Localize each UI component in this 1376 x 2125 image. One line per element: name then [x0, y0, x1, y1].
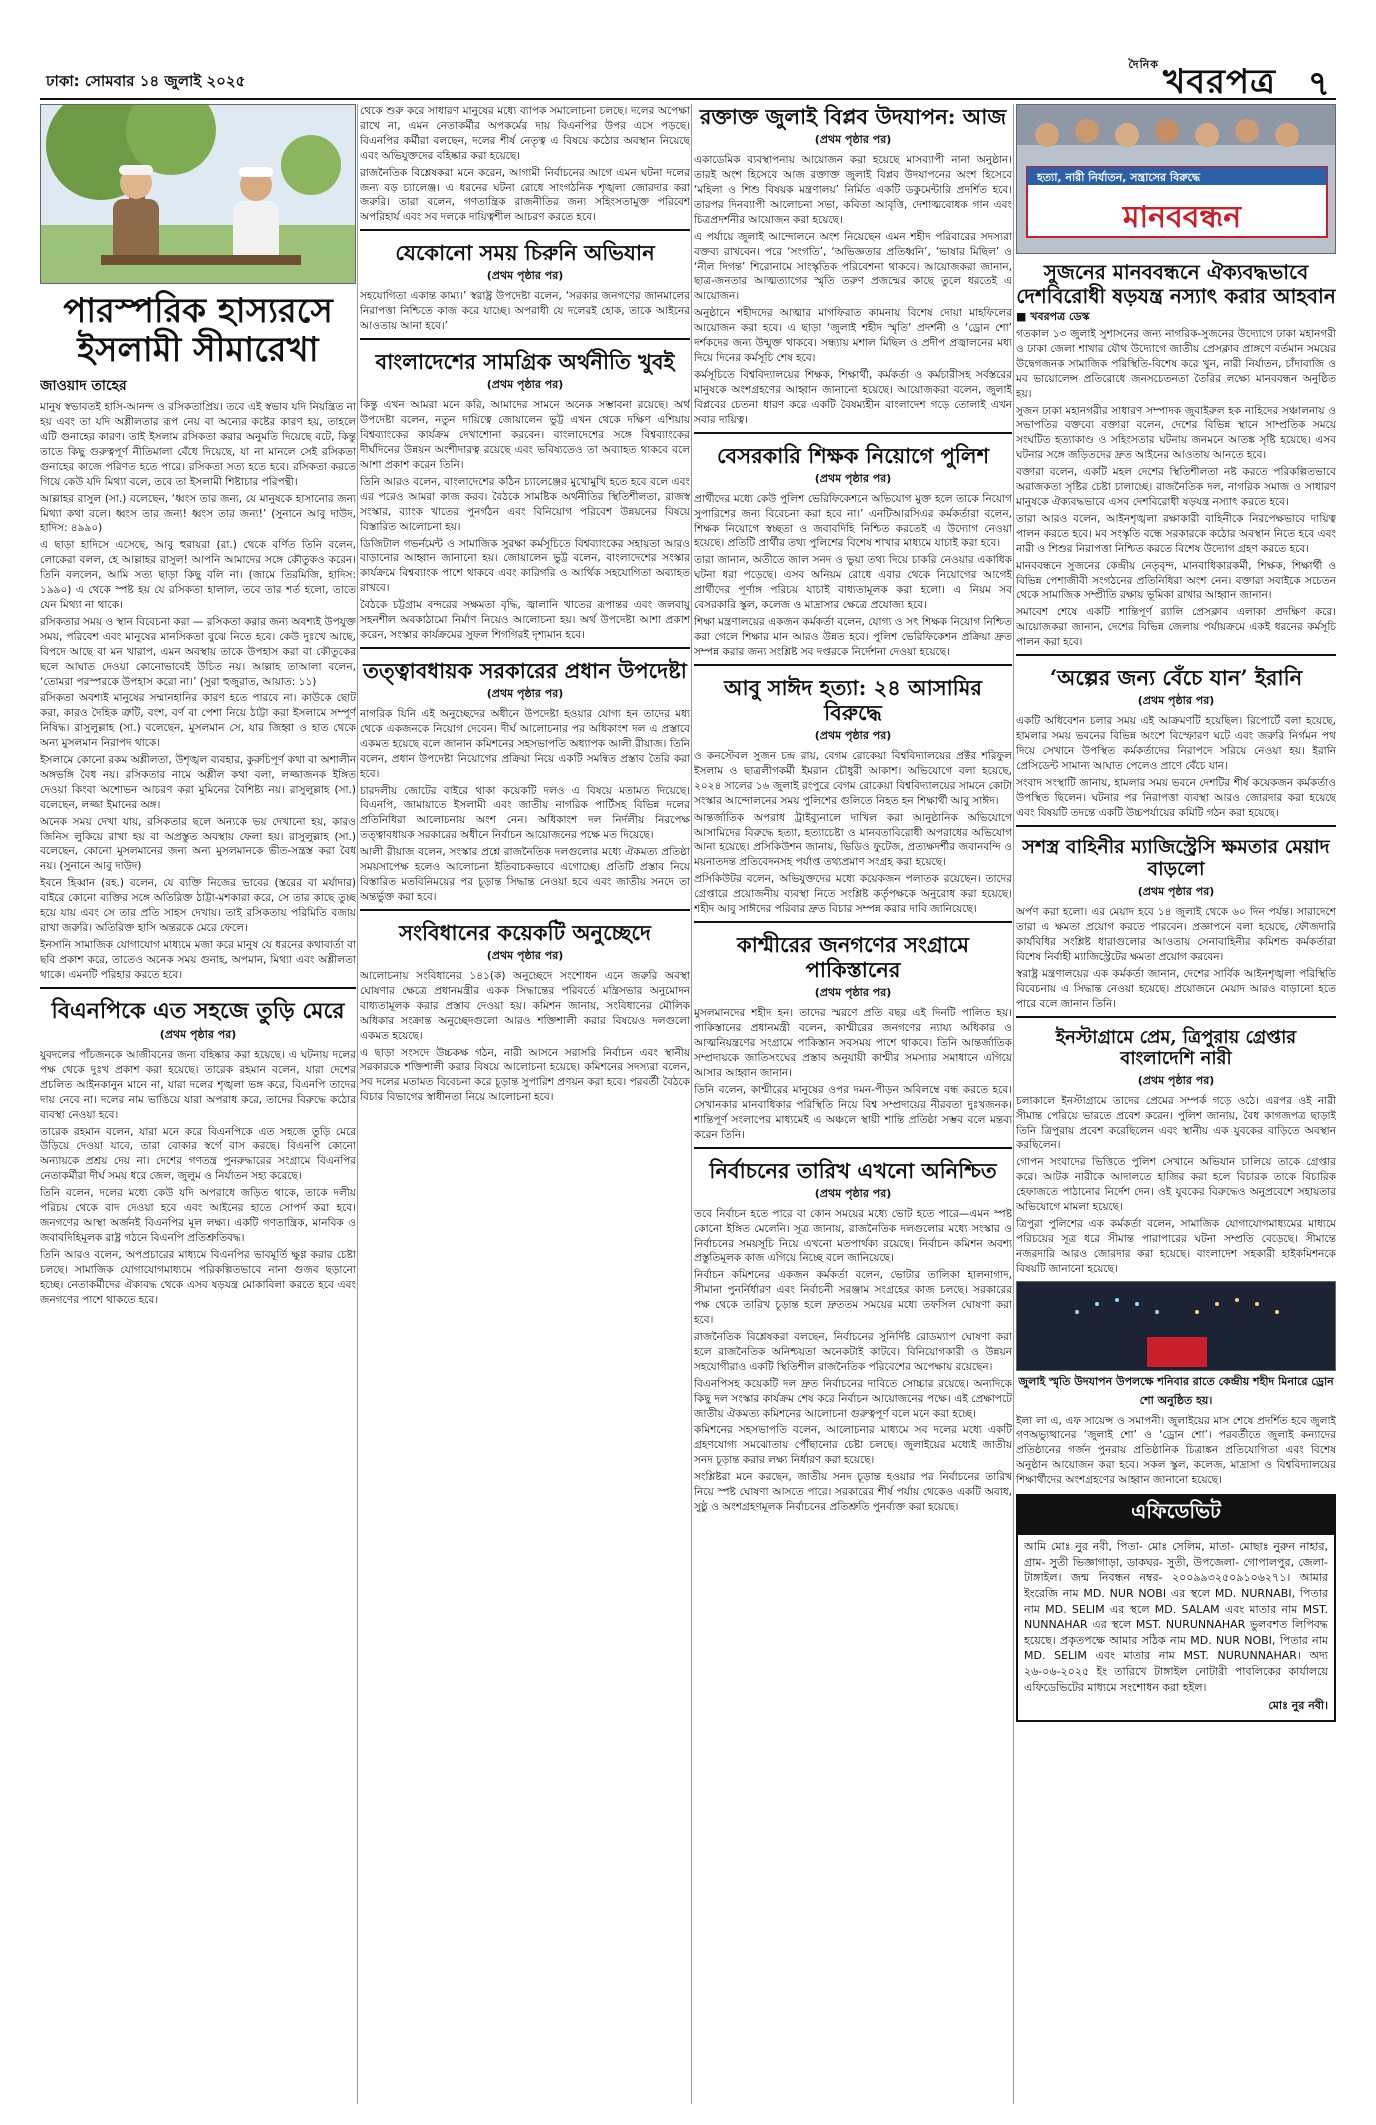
body-paragraph: ইসলামে কোনো রকম অশ্লীলতা, উশৃঙ্খল ব্যবহার, কুরুচিপূর্ণ কথা বা অশালীন অঙ্গভঙ্গি বৈধ নয়। রসিকতার নামে অশ্লীল কথা বলা, লজ্জাজনক ইঙ্গিত দেওয়া কিংবা অশোভন আচরণ করা মুমিনের বৈশিষ্ট্য নয়। রাসুলুল্লাহ (সা.) বলেছেন, লজ্জা ইমানের অঙ্গ।: [40, 754, 356, 811]
body-paragraph: মুসলমানদের শহীদ হন। তাদের স্মরণে প্রতি বছর এই দিনটি পালিত হয়। পাকিস্তানের প্রধানমন্ত্রী বলেন, কাশ্মীরের জনগণের ন্যায্য অধিকার ও আত্মনিয়ন্ত্রণের সংগ্রামে পাকিস্তান সবসময় পাশে থাকবে। তিনি আন্তর্জাতিক সম্প্রদায়কে জাতিসংঘের প্রস্তাব অনুযায়ী কাশ্মীর সমস্যার সমাধানে এগিয়ে আসার আহ্বান জানান।: [694, 1007, 1012, 1079]
continued-label: (প্রথম পৃষ্ঠার পর): [1137, 1073, 1215, 1087]
article-kashmir: [694, 921, 1012, 1143]
drone-show-photo: [1016, 1281, 1336, 1371]
body-paragraph: অর্পণ করা হলো। এর মেয়াদ হবে ১৪ জুলাই থেকে ৬০ দিন পর্যন্ত। সারাদেশে তারা এ ক্ষমতা প্রয়োগ করতে পারবেন। প্রজ্ঞাপনে বলা হয়েছে, ফৌজদারি কার্যবিধির সংশ্লিষ্ট ধারাগুলোর আওতায় সেনাবাহিনীর কমিশন্ড কর্মকর্তারা বিশেষ নির্বাহী ম্যাজিস্ট্রেটের ক্ষমতা প্রয়োগ করবেন।: [1016, 906, 1336, 963]
body-paragraph: ইলা লা এ, এফ সায়েন্স ও সমাপনী। জুলাইয়ের মাস শেষে প্রদর্শিত হবে জুলাই গণঅভ্যুত্থানের ‘জুলাই শো’ ও ‘ড্রোন শো’। পরবর্তীতে জুলাই কন্যাদের প্রতিষ্ঠানের গর্জন পুনরায় প্রতিষ্ঠানিক চিত্রাঙ্কন প্রতিযোগিতা এবং বিশেষ অনুষ্ঠান আয়োজন করা হবে। সকল স্কুল, কলেজ, মাদ্রাসা ও বিশ্ববিদ্যালয়ের শিক্ষার্থীদের অংশগ্রহণের আহ্বান জানানো হয়েছে।: [1016, 1414, 1336, 1487]
body-paragraph: তিনি বলেন, কাশ্মীরের মানুষের ওপর দমন-পীড়ন অবিলম্বে বন্ধ করতে হবে। সেখানকার মানবাধিকার পরিস্থিতি নিয়ে বিশ্ব সম্প্রদায়ের নীরবতা দুঃখজনক। শান্তিপূর্ণ সংলাপের মাধ্যমেই এ অঞ্চলে স্থায়ী শান্তি প্রতিষ্ঠা সম্ভব বলে মন্তব্য করেন তিনি।: [694, 1083, 1012, 1141]
article-iranian: [1016, 654, 1336, 821]
article-teacher-recruitment: [694, 432, 1012, 660]
article-abu-sayeed: [694, 664, 1012, 917]
article-sujan-human-chain: [1016, 260, 1336, 650]
body-paragraph: তারা আরও বলেন, আইনশৃঙ্খলা রক্ষাকারী বাহিনীকে নিরপেক্ষভাবে দায়িত্ব পালন করতে হবে। মব সংস্কৃতি বন্ধে সরকারকে কঠোর অবস্থান নিতে হবে এবং নারী ও শিশুর নিরাপত্তা নিশ্চিত করতে বিশেষ উদ্যোগ গ্রহণ করতে হবে।: [1016, 512, 1336, 555]
body-paragraph: গোপন সংবাদের ভিত্তিতে পুলিশ সেখানে অভিযান চালিয়ে তাকে গ্রেপ্তার করে। আটক নারীকে আদালতে হাজির করা হলে বিচারক তাকে বিচারিক হেফাজতে পাঠানোর নির্দেশ দেন। ওই যুবকের বিরুদ্ধেও অনুপ্রবেশে সহায়তার অভিযোগে মামলা হয়েছে।: [1016, 1156, 1336, 1214]
column-divider: [357, 104, 358, 2104]
article-headline: বাংলাদেশের সামগ্রিক অর্থনীতি খুবই: [375, 349, 675, 375]
brand-prefix: দৈনিক: [1128, 58, 1159, 71]
body-paragraph: গতকাল ১৩ জুলাই সুশাসনের জন্য নাগরিক-সুজনের উদ্যোগে ঢাকা মহানগরী ও ঢাকা জেলা শাখার যৌথ উদ্যোগে জাতীয় প্রেসক্লাব প্রাঙ্গণে বর্তমান সময়ের উদ্বেগজনক সামাজিক পরিস্থিতি-বিশেষ করে খুন, নারী নির্যাতন, চাঁদাবাজি ও মব ভায়োলেন্স প্রতিরোধে জনসচেতনতা তৈরির লক্ষ্যে মানববন্ধন অনুষ্ঠিত হয়।: [1016, 328, 1336, 400]
article-bnp: [40, 987, 356, 1308]
affidavit-text: আমি মোঃ নুর নবী, পিতা- মোঃ সেলিম, মাতা- মোছাঃ নুরুন নাহার, গ্রাম- সুতী ভিজ্ঞাগাড়া, ডাকঘর- সুতী, উপজেলা- গোপালপুর, জেলা- টাঙ্গাইল। জন্ম নিবন্ধন নম্বর- ২০০৯৯৩২৫০৯১০৬২৭১। আমার ইংরেজি নাম MD. NUR NOBI এর স্থলে MD. NURNABI, পিতার নাম MD. SELIM এর স্থলে MD. SALAM এবং মাতার নাম MST. NUNNAHAR এর স্থলে MST. NURUNNAHAR ভুলবশত লিপিবদ্ধ হয়েছে। প্রকৃতপক্ষে আমার সঠিক নাম MD. NUR NOBI, পিতার নাম MD. SELIM এবং মাতার নাম MST. NURUNNAHAR। অদ্য ২৬-০৬-২০২৫ ইং তারিখে টাঙ্গাইল নোটারী পাবলিকের কার্যালয়ে এফিডেভিটের মাধ্যমে সংশোধন করা হইল।: [1024, 1540, 1328, 1694]
body-paragraph: ইবনে হিব্বান (রহ.) বলেন, যে ব্যক্তি নিজের ভাবের (স্তরের বা মর্যাদার) বাইরে কোনো ব্যক্তির সঙ্গে অতিরিক্ত ঠাট্টা-মশকারা করে, সে তার কাছে তুচ্ছ হয়ে যায় এবং সে তার প্রতি সাহস দেখায়। তাই রসিকতায় পরিমিতি বজায় রাখা জরুরি। অতিরিক্ত হাসি অন্তরকে মেরে ফেলে।: [40, 877, 356, 934]
body-paragraph: স্বরাষ্ট্র মন্ত্রণালয়ের এক কর্মকর্তা জানান, দেশের সার্বিক আইনশৃঙ্খলা পরিস্থিতি বিবেচনায় এ সিদ্ধান্ত নেওয়া হয়েছে। প্রয়োজনে মেয়াদ আরও বাড়ানো হতে পারে বলে জানান তিনি।: [1016, 967, 1336, 1010]
body-paragraph: অনেক সময় দেখা যায়, রসিকতার ছলে অন্যকে ভয় দেখানো হয়, কারও জিনিস লুকিয়ে রাখা হয় বা অপ্রস্তুত অবস্থায় ফেলা হয়। রাসুলুল্লাহ (সা.) বলেছেন, কোনো মুসলমানের জন্য অন্য মুসলমানকে ভীত-সন্ত্রস্ত করা বৈধ নয়। (সুনানে আবু দাউদ): [40, 815, 356, 873]
body-paragraph: বৈঠকে চট্টগ্রাম বন্দরের সক্ষমতা বৃদ্ধি, জ্বালানি খাতের রূপান্তর এবং জলবায়ু সহনশীল অবকাঠামো নির্মাণ নিয়েও আলোচনা হয়। অর্থ উপদেষ্টা আশা প্রকাশ করেন, সংস্কার কার্যক্রমের সুফল শিগগিরই দৃশ্যমান হবে।: [360, 599, 690, 641]
human-chain-photo: [1016, 104, 1336, 254]
body-paragraph: সংবাদ সংস্থাটি জানায়, হামলার সময় ভবনে দেশটির শীর্ষ কয়েকজন কর্মকর্তাও উপস্থিত ছিলেন। ঘটনার পর নিরাপত্তা ব্যবস্থা আরও জোরদার করা হয়েছে এবং বিষয়টি তদন্তে একটি উচ্চপর্যায়ের কমিটি গঠন করা হয়েছে।: [1016, 776, 1336, 819]
body-paragraph: নির্বাচন কমিশনের একজন কর্মকর্তা বলেন, ভোটার তালিকা হালনাগাদ, সীমানা পুনর্নির্ধারণ এবং নির্বাচনী সরঞ্জাম সংগ্রহের কাজ চলছে। সরকারের পক্ষ থেকে তারিখ চূড়ান্ত হলে দ্রুততম সময়ের মধ্যে তফসিল ঘোষণা করা হবে।: [694, 1269, 1012, 1327]
article-headline: তত্ত্বাবধায়ক সরকারের প্রধান উপদেষ্টা: [363, 657, 687, 683]
dateline: ঢাকা: সোমবার ১৪ জুলাই ২০২৫: [46, 72, 246, 90]
article-headline: সংবিধানের কয়েকটি অনুচ্ছেদে: [399, 919, 651, 945]
continued-label: (প্রথম পৃষ্ঠার পর): [814, 133, 892, 147]
column-4: [1016, 104, 1336, 2104]
body-paragraph: সহযোগিতা একান্ত কাম্য।’ স্বরাষ্ট্র উপদেষ্টা বলেন, ‘সরকার জনগণের জানমালের নিরাপত্তা নিশ্চিতে কাজ করে যাচ্ছে। অপরাধী যে দলেরই হোক, তাকে আইনের আওতায় আনা হবে।’: [360, 290, 690, 333]
body-paragraph: বিএনপিসহ কয়েকটি দল দ্রুত নির্বাচনের দাবিতে সোচ্চার রয়েছে। অন্যদিকে কিছু দল সংস্কার কার্যক্রম শেষ করে নির্বাচন আয়োজনের পক্ষে। এই প্রেক্ষাপটে জাতীয় ঐকমত্য কমিশনের আলোচনা গুরুত্বপূর্ণ বলে মনে করা হচ্ছে।: [694, 1377, 1012, 1420]
article-headline: আবু সাঈদ হত্যা: ২৪ আসামির বিরুদ্ধে: [724, 674, 982, 725]
article-headline: সুজনের মানববন্ধনে ঐক্যবদ্ধভাবে দেশবিরোধী ষড়যন্ত্র নস্যাৎ করার আহবান: [1016, 260, 1336, 308]
body-paragraph: তারা জানান, অতীতে জাল সনদ ও ভুয়া তথ্য দিয়ে চাকরি নেওয়ার একাধিক ঘটনা ধরা পড়েছে। এসব অনিয়ম রোধে এবার থেকে নিয়োগের আগেই প্রার্থীদের পূর্ণাঙ্গ পরিচয় যাচাই বাধ্যতামূলক করা হলো। এ নিয়ম সব বেসরকারি স্কুল, কলেজ ও মাদ্রাসার ক্ষেত্রে প্রযোজ্য হবে।: [694, 554, 1012, 612]
article-headline: রক্তাক্ত জুলাই বিপ্লব উদযাপন: আজ: [699, 104, 1007, 129]
body-paragraph: তিনি আরও বলেন, বাংলাদেশের কঠিন চ্যালেঞ্জের মুখোমুখি হতে হবে বলে এবং এর পরেও আমরা কাজ করব। বৈঠকে সামষ্টিক অর্থনীতির স্থিতিশীলতা, রাজস্ব সংস্কার, ব্যাংক খাতের পুনর্গঠন এবং বিনিয়োগ পরিবেশ উন্নয়নের বিষয়ে বিস্তারিত আলোচনা হয়।: [360, 475, 690, 533]
body-paragraph: শিক্ষা মন্ত্রণালয়ের একজন কর্মকর্তা বলেন, যোগ্য ও সৎ শিক্ষক নিয়োগ নিশ্চিত করা গেলে শিক্ষার মান আরও উন্নত হবে। পুলিশ ভেরিফিকেশন প্রক্রিয়া দ্রুত সম্পন্ন করার জন্য সংশ্লিষ্ট সব দপ্তরকে নির্দেশনা দেওয়া হয়েছে।: [694, 615, 1012, 658]
body-paragraph: যুবদলের পাঁচজনকে আজীবনের জন্য বহিষ্কার করা হয়েছে। এ ঘটনায় দলের পক্ষ থেকে দুঃখ প্রকাশ করা হয়েছে। তারেক রহমান বলেন, যারা দেশের প্রচলিত আইনকানুন মানে না, যারা দলের শৃঙ্খলা ভঙ্গ করে, বিএনপি তাদের দায় নেবে না। দলের নাম ভাঙিয়ে যারা অপরাধ করে, তাদের বিরুদ্ধে কঠোর ব্যবস্থা নেওয়া হবে।: [40, 1049, 356, 1121]
body-paragraph: চলাকালে ইনস্টাগ্রামে তাদের প্রেমের সম্পর্ক গড়ে ওঠে। এরপর ওই নারী সীমান্ত পেরিয়ে ভারতে প্রবেশ করেন। পুলিশ জানায়, বৈধ কাগজপত্র ছাড়াই তিনি ত্রিপুরায় প্রবেশ করেছিলেন এবং স্থানীয় এক যুবকের বাড়িতে অবস্থান করছিলেন।: [1016, 1094, 1336, 1152]
continued-label: (প্রথম পৃষ্ঠার পর): [814, 986, 892, 1000]
body-paragraph: এ পর্যায়ে জুলাই আন্দোলনে অংশ নিয়েছেন এমন শহীদ পরিবারের সদস্যরা বক্তব্য রাখবেন। পরে ‘সংগতি’, ‘অভিজ্ঞতার প্রতিধ্বনি’, ‘ভাষার মিছিল’ ও ‘নীল দিগন্ত’ শিরোনামে সাংস্কৃতিক পরিবেশনা থাকবে। আয়োজকরা জানান, ছাত্র-জনতার আত্মত্যাগের স্মৃতি তরুণ প্রজন্মের কাছে তুলে ধরতেই এ আয়োজন।: [694, 230, 1012, 303]
body-paragraph: মানুষ স্বভাবতই হাসি-আনন্দ ও রসিকতাপ্রিয়। তবে এই স্বভাব যদি নিয়ন্ত্রিত না হয় এবং তা যদি অশ্লীলতার রূপ নেয় বা অন্যের কষ্টের কারণ হয়, তাহলে এটি গুনাহের কারণ। তাই ইসলাম রসিকতা করার অনুমতি দিয়েছে বটে, কিন্তু তাতে কিছু গুরুত্বপূর্ণ নীতিমালা বেঁধে দিয়েছে, যা না মানলে সেই রসিকতা গুনাহের কাজে পরিণত হতে পারে। রসিকতা সত্য হতে হবে। রসিকতা করতে গিয়ে কেউ যদি মিথ্যা বলে, তবে তা ইসলামী শিষ্টাচার পরিপন্থী।: [40, 401, 356, 488]
body-paragraph: সুজন ঢাকা মহানগরীর সাধারণ সম্পাদক জুবাইরুল হক নাহিদের সঞ্চালনায় ও সভাপতির বক্তব্যে বক্তারা বলেন, দেশের বিভিন্ন স্থানে সাম্প্রতিক সময়ে সংঘটিত হত্যাকাণ্ড ও সহিংসতার ঘটনায় জনমনে আতঙ্ক সৃষ্টি হয়েছে। এসব ঘটনার সঙ্গে জড়িতদের দ্রুত আইনের আওতায় আনতে হবে।: [1016, 404, 1336, 462]
article-instagram: [1016, 1016, 1336, 1277]
body-paragraph: তবে নির্বাচন হতে পারে বা কোন সময়ের মধ্যে ভোট হতে পারে—এমন স্পষ্ট কোনো ইঙ্গিত মেলেনি। সূত্র জানায়, রাজনৈতিক দলগুলোর মধ্যে সংস্কার ও নির্বাচনের সময়সূচি নিয়ে এখনো মতপার্থক্য রয়েছে। নির্বাচন কমিশন অবশ্য প্রস্তুতিমূলক কাজ এগিয়ে নিচ্ছে বলে জানিয়েছে।: [694, 1207, 1012, 1265]
body-paragraph: ও কনস্টেবল সুজন চন্দ্র রায়, বেগম রোকেয়া বিশ্ববিদ্যালয়ের প্রক্টর শরিফুল ইসলাম ও ছাত্রলীগকর্মী ইমরান চৌধুরী আকাশ। অভিযোগে বলা হয়েছে, ২০২৪ সালের ১৬ জুলাই রংপুরে বেগম রোকেয়া বিশ্ববিদ্যালয়ের সামনে কোটা সংস্কার আন্দোলনের সময় পুলিশের গুলিতে নিহত হন শিক্ষার্থী আবু সাঈদ।: [694, 750, 1012, 807]
body-paragraph: সমাবেশ শেষে একটি শান্তিপূর্ণ র‍্যালি প্রেসক্লাব এলাকা প্রদক্ষিণ করে। আয়োজকরা জানান, দেশের বিভিন্ন জেলায় পর্যায়ক্রমে একই ধরনের কর্মসূচি পালন করা হবে।: [1016, 606, 1336, 649]
body-paragraph: তিনি আরও বলেন, অপপ্রচারের মাধ্যমে বিএনপির ভাবমূর্তি ক্ষুণ্ণ করার চেষ্টা চলছে। সামাজিক যোগাযোগমাধ্যমে পরিকল্পিতভাবে নানা গুজব ছড়ানো হচ্ছে। নেতাকর্মীদের ঐক্যবদ্ধ থেকে এসব ষড়যন্ত্র মোকাবিলা করতে হবে এবং জনগণের পাশে থাকতে হবে।: [40, 1248, 356, 1306]
byline: জাওয়াদ তাহের: [40, 378, 127, 395]
body-paragraph: রাজনৈতিক বিশ্লেষকরা বলছেন, নির্বাচনের সুনির্দিষ্ট রোডম্যাপ ঘোষণা করা হলে রাজনৈতিক অনিশ্চয়তা অনেকটাই কাটবে। বিনিয়োগকারী ও উন্নয়ন সহযোগীরাও একটি স্থিতিশীল রাজনৈতিক পরিবেশের অপেক্ষায় রয়েছেন।: [694, 1330, 1012, 1373]
article-headline: সশস্ত্র বাহিনীর ম্যাজিস্ট্রেসি ক্ষমতার মেয়াদ বাড়লো: [1022, 835, 1330, 881]
affidavit-notice: [1016, 1533, 1336, 1722]
column-3: [694, 104, 1012, 2104]
continued-label: (প্রথম পৃষ্ঠার পর): [814, 729, 892, 743]
body-paragraph: কমিশনের সহসভাপতি বলেন, আলোচনার মাধ্যমে সব দলের মধ্যে একটি গ্রহণযোগ্য সমঝোতায় পৌঁছানোর চেষ্টা চলছে। জুলাইয়ের মধ্যেই জাতীয় সনদ চূড়ান্ত করার লক্ষ্য নির্ধারণ করা হয়েছে।: [694, 1424, 1012, 1467]
article-photo: [40, 104, 356, 284]
article-july-celebration: [694, 104, 1012, 428]
body-paragraph: আন্তর্জাতিক অপরাধ ট্রাইব্যুনালে দাখিল করা আনুষ্ঠানিক অভিযোগে আসামিদের বিরুদ্ধে হত্যা, হত্যাচেষ্টা ও মানবতাবিরোধী অপরাধের অভিযোগ আনা হয়েছে। প্রসিকিউশন জানায়, ভিডিও ফুটেজ, প্রত্যক্ষদর্শীর জবানবন্দি ও ময়নাতদন্ত প্রতিবেদনসহ পর্যাপ্ত তথ্যপ্রমাণ সংগ্রহ করা হয়েছে।: [694, 811, 1012, 869]
article-headline: বিএনপিকে এত সহজে তুড়ি মেরে: [51, 997, 345, 1024]
body-paragraph: প্রার্থীদের মধ্যে কেউ পুলিশ ভেরিফিকেশনে অভিযোগ মুক্ত হলে তাকে নিয়োগ সুপারিশের জন্য বিবেচনা করা হবে না।’ এনটিআরসিএর কর্মকর্তারা বলেন, শিক্ষক নিয়োগে স্বচ্ছতা ও জবাবদিহি নিশ্চিত করতেই এ উদ্যোগ নেওয়া হয়েছে। প্রতিটি প্রার্থীর তথ্য পুলিশের বিশেষ শাখার মাধ্যমে যাচাই করা হবে।: [694, 492, 1012, 550]
article-headline: নির্বাচনের তারিখ এখনো অনিশ্চিত: [709, 1157, 997, 1183]
body-paragraph: তিনি বলেন, দলের মধ্যে কেউ যদি অপরাধে জড়িত থাকে, তাকে দলীয় পরিচয় থেকে বাদ দেওয়া হবে এবং আইনের হাতে সোপর্দ করা হবে। জনগণের আস্থা অর্জনই বিএনপির মূল লক্ষ্য। একটি গণতান্ত্রিক, মানবিক ও জবাবদিহিমূলক রাষ্ট্র গঠনে বিএনপি প্রতিশ্রুতিবদ্ধ।: [40, 1187, 356, 1244]
body-paragraph: নাগরিক যিনি এই অনুচ্ছেদের অধীনে উপদেষ্টা হওয়ার যোগ্য হন তাদের মধ্য থেকে একজনকে নিয়োগ দেবেন। দীর্ঘ আলোচনার পর অধিকাংশ দল এ প্রস্তাবে একমত হয়েছে বলে জানান কমিশনের সহসভাপতি অধ্যাপক আলী রীয়াজ। তিনি বলেন, প্রধান উপদেষ্টা নিয়োগের প্রক্রিয়া নিয়ে একটি সমন্বিত প্রস্তাব তৈরি করা হবে।: [360, 708, 690, 780]
body-paragraph: একটি অধিবেশন চলার সময় এই আক্রমণটি হয়েছিল। রিপোর্টে বলা হয়েছে, হামলার সময় ভবনের বিভিন্ন অংশে বিস্ফোরণ ঘটে এবং জরুরি নির্গমন পথ দিয়ে সেখানে উপস্থিত কর্মকর্তাদের নিরাপদে সরিয়ে নেওয়া হয়। ইরানি প্রেসিডেন্ট সামান্য আঘাত পেলেও প্রাণে বেঁচে যান।: [1016, 715, 1336, 772]
drone-show-image: [1017, 1282, 1336, 1371]
body-paragraph: রসিকতার সময় ও স্থান বিবেচনা করা — রসিকতা করার জন্য অবশ্যই উপযুক্ত সময়, পরিবেশ এবং মানুষের মানসিকতা বুঝে নিতে হবে। কেউ দুঃখে আছে, বিপদে আছে বা মন খারাপ, এমন অবস্থায় তাকে উপহাস করা বা কৌতুকের ছলে আঘাত দেওয়া কোনোভাবেই উচিত নয়। আল্লাহ তাআলা বলেন, ‘তোমরা পরস্পরকে উপহাস করো না।’ (সুরা হুজুরাত, আয়াত: ১১): [40, 615, 356, 688]
continued-label: (প্রথম পৃষ্ঠার পর): [814, 471, 892, 485]
continued-label: (প্রথম পৃষ্ঠার পর): [814, 1186, 892, 1200]
article-election-date: [694, 1147, 1012, 1515]
column-divider: [1013, 104, 1014, 2104]
body-paragraph: আলোচনায় সংবিধানের ১৪১(ক) অনুচ্ছেদে সংশোধন এনে জরুরি অবস্থা ঘোষণার ক্ষেত্রে প্রধানমন্ত্রীর একক সিদ্ধান্তের পরিবর্তে মন্ত্রিসভার অনুমোদন বাধ্যতামূলক করার প্রস্তাব দেওয়া হয়। কমিশন জানায়, সংবিধানের মৌলিক অধিকার সংক্রান্ত অনুচ্ছেদগুলো আরও শক্তিশালী করার বিষয়েও দলগুলো একমত হয়েছে।: [360, 970, 690, 1042]
article-headline: বেসরকারি শিক্ষক নিয়োগে পুলিশ: [716, 442, 990, 468]
body-paragraph: কর্মসূচিতে বিশ্ববিদ্যালয়ের শিক্ষক, শিক্ষার্থী, কর্মকর্তা ও কর্মচারীসহ সর্বস্তরের মানুষকে অংশগ্রহণের আহ্বান জানানো হয়েছে। আয়োজকরা বলেন, জুলাই বিপ্লবের চেতনা ধারণ করে একটি বৈষম্যহীন বাংলাদেশ গড়ে তোলাই এখন সবার দায়িত্ব।: [694, 368, 1012, 426]
column-1: [40, 104, 356, 2104]
article-magistracy: [1016, 825, 1336, 1012]
body-paragraph: একাডেমিক ব্যবস্থাপনায় আয়োজন করা হয়েছে মাসব্যাপী নানা অনুষ্ঠান। তারই অংশ হিসেবে আজ রক্তাক্ত জুলাই বিপ্লব উদযাপনের অংশ হিসেবে ‘মহিলা ও শিশু বিষয়ক মন্ত্রণালয়’ নির্মিত একটি ডকুমেন্টারি প্রদর্শিত হবে। তারপর দিনব্যাপী আলোচনা সভা, কবিতা আবৃত্তি, দেশাত্মবোধক গান এবং চিত্রপ্রদর্শনীর আয়োজন করা হয়েছে।: [694, 154, 1012, 226]
continued-label: (প্রথম পৃষ্ঠার পর): [159, 1028, 237, 1042]
masthead: [40, 56, 1336, 104]
body-paragraph: ত্রিপুরা পুলিশের এক কর্মকর্তা বলেন, সামাজিক যোগাযোগমাধ্যমের মাধ্যমে পরিচয়ের সূত্র ধরে সীমান্ত পারাপারের ঘটনা সম্প্রতি বেড়েছে। সীমান্তে নজরদারি আরও জোরদার করা হয়েছে। বাংলাদেশ সহকারী হাইকমিশনকে বিষয়টি জানানো হয়েছে।: [1016, 1217, 1336, 1275]
body-paragraph: আল্লাহর রাসুল (সা.) বলেছেন, ‘ধ্বংস তার জন্য, যে মানুষকে হাসানোর জন্য মিথ্যা কথা বলে। ধ্বংস তার জন্য! ধ্বংস তার জন্য!’ (সুনানে আবু দাউদ, হাদিস: ৪৯৯০): [40, 492, 356, 535]
banner-text: মানববন্ধন: [1122, 200, 1242, 235]
continued-label: (প্রথম পৃষ্ঠার পর): [486, 949, 564, 962]
photo-caption: জুলাই স্মৃতি উদযাপন উপলক্ষে শনিবার রাতে কেন্দ্রীয় শহীদ মিনারে ড্রোন শো অনুষ্ঠিত হয়।: [1018, 1374, 1334, 1407]
body-paragraph: সংশ্লিষ্টরা মনে করছেন, জাতীয় সনদ চূড়ান্ত হওয়ার পর নির্বাচনের তারিখ নিয়ে স্পষ্ট ঘোষণা আসতে পারে। সরকারের শীর্ষ পর্যায় থেকেও একটি অবাধ, সুষ্ঠু ও অংশগ্রহণমূলক নির্বাচনের প্রতিশ্রুতি পুনর্ব্যক্ত করা হয়েছে।: [694, 1471, 1012, 1513]
continued-label: (প্রথম পৃষ্ঠার পর): [486, 378, 564, 392]
article-headline: কাশ্মীরের জনগণের সংগ্রামে পাকিস্তানের: [737, 932, 969, 983]
body-paragraph: রসিকতা অবশ্যই মানুষের সম্মানহানির কারণ হতে পারবে না। কাউকে ছোট করা, কারও দৈহিক ত্রুটি, বংশ, বর্ণ বা পেশা নিয়ে ঠাট্টা করা ইসলামে সম্পূর্ণ নিষিদ্ধ। রাসুলুল্লাহ (সা.) বলেছেন, মুসলমান সে, যার জিহ্বা ও হাত থেকে অন্য মুসলমান নিরাপদ থাকে।: [40, 692, 356, 750]
affidavit-signature: মোঃ নুর নবী।: [1268, 1699, 1328, 1713]
article-constitution: [360, 909, 690, 1105]
column-divider: [691, 104, 692, 2104]
two-men-talking-illustration: [41, 105, 356, 284]
continued-label: (প্রথম পৃষ্ঠার পর): [1137, 885, 1215, 899]
body-paragraph: বক্তারা বলেন, একটি মহল দেশের স্থিতিশীলতা নষ্ট করতে পরিকল্পিতভাবে অরাজকতা সৃষ্টির চেষ্টা চালাচ্ছে। রাজনৈতিক দল, নাগরিক সমাজ ও সাধারণ মানুষকে ঐক্যবদ্ধভাবে এসব দেশবিরোধী ষড়যন্ত্র নস্যাৎ করতে হবে।: [1016, 466, 1336, 508]
affidavit-title: এফিডেভিট: [1016, 1494, 1336, 1533]
article-caretaker: [360, 647, 690, 905]
article-economy: [360, 338, 690, 643]
body-paragraph: মানববন্ধনে সুজনের কেন্দ্রীয় নেতৃবৃন্দ, মানবাধিকারকর্মী, শিক্ষক, শিক্ষার্থী ও বিভিন্ন পেশাজীবী সংগঠনের প্রতিনিধিরা অংশ নেন। বক্তারা সবাইকে সচেতন থেকে সামাজিক সম্প্রীতি রক্ষায় ভূমিকা রাখার আহ্বান জানান।: [1016, 559, 1336, 602]
body-paragraph: ডিজিটাল গভর্নমেন্ট ও সামাজিক সুরক্ষা কর্মসূচিতে বিশ্বব্যাংকের সহায়তা আরও বাড়ানোর আহ্বান জানানো হয়। জোয়ালেন ভুট্ট বলেন, বাংলাদেশের সংস্কার কার্যক্রমে বিশ্বব্যাংক পাশে থাকবে এবং কারিগরি ও আর্থিক সহযোগিতা অব্যাহত রাখবে।: [360, 537, 690, 595]
banner-subtext: হত্যা, নারী নির্যাতন, সন্ত্রাসের বিরুদ্ধে: [1037, 171, 1201, 184]
body-paragraph: এ ছাড়া হাদিসে এসেছে, আবু হুরায়রা (রা.) থেকে বর্ণিত তিনি বলেন, লোকেরা বলল, হে আল্লাহর রাসুল! আপনি আমাদের সঙ্গে কৌতুকও করেন। তিনি বললেন, আমি সত্য ছাড়া কিছু বলি না। (জামে তিরমিজি, হাদিস: ১৯৯০) এ থেকে স্পষ্ট হয় যে রসিকতা হালাল, তবে তার শর্ত হলো, তাতে যেন মিথ্যা না থাকে।: [40, 539, 356, 611]
body-paragraph: এ ছাড়া সংসদে উচ্চকক্ষ গঠন, নারী আসনে সরাসরি নির্বাচন এবং স্থানীয় সরকারকে শক্তিশালী করার বিষয়ে আলোচনা হয়েছে। কমিশনের সদস্যরা বলেন, সব দলের মতামত বিবেচনা করে চূড়ান্ত সুপারিশ প্রণয়ন করা হবে। পরবর্তী বৈঠকে বিচার বিভাগের স্বাধীনতা নিয়ে আলোচনা হবে।: [360, 1046, 690, 1104]
body-paragraph: ইনসানি সামাজিক যোগাযোগ মাধ্যমে মজা করে মানুষ যে ধরনের কথাবার্তা বা ছবি প্রকাশ করে, তাতেও অনেক সময় গুনাহ, অপমান, মিথ্যা এবং অশ্লীলতা থাকে। এমনটি পরিহার করতে হবে।: [40, 938, 356, 981]
article-headline: যেকোনো সময় চিরুনি অভিযান: [395, 240, 655, 266]
continued-label: (প্রথম পৃষ্ঠার পর): [486, 687, 564, 701]
desk-credit: ■ খবরপত্র ডেস্ক: [1016, 310, 1090, 323]
body-paragraph: প্রসিকিউটর বলেন, অভিযুক্তদের মধ্যে কয়েকজন পলাতক রয়েছেন। তাদের গ্রেপ্তারে প্রয়োজনীয় ব্যবস্থা নিতে সংশ্লিষ্ট কর্তৃপক্ষকে অনুরোধ করা হয়েছে। শহীদ আবু সাঈদের পরিবার দ্রুত বিচার সম্পন্ন করার দাবি জানিয়েছে।: [694, 873, 1012, 916]
main-headline: পারস্পরিক হাস্যরসে ইসলামী সীমারেখা: [63, 291, 333, 371]
body-paragraph: কিন্তু এখন আমরা মনে করি, আমাদের সামনে অনেক সম্ভাবনা রয়েছে। অর্থ উপদেষ্টা বলেন, নতুন দায়িত্বে জোয়ালেন ভুট্ট এখন থেকে দক্ষিণ এশিয়ায় বিশ্বব্যাংকের কার্যক্রম দেখাশোনা করবেন। বাংলাদেশের সঙ্গে বিশ্বব্যাংকের দীর্ঘদিনের উন্নয়ন অংশীদারত্ব রয়েছে এবং ভবিষ্যতেও তা অব্যাহত থাকবে বলে আশা প্রকাশ করেন তিনি।: [360, 399, 690, 471]
continued-label: (প্রথম পৃষ্ঠার পর): [486, 269, 564, 283]
article-combing-operation: [360, 229, 690, 334]
body-paragraph: আলী রীয়াজ বলেন, সংস্কার প্রশ্নে রাজনৈতিক দলগুলোর মধ্যে ঐকমত্য প্রতিষ্ঠা সময়সাপেক্ষ হলেও আলোচনা ইতিবাচকভাবে এগোচ্ছে। প্রতিটি প্রস্তাব নিয়ে বিস্তারিত মতবিনিময়ের পর চূড়ান্ত সিদ্ধান্ত নেওয়া হবে এবং জাতীয় সনদে তা অন্তর্ভুক্ত করা হবে।: [360, 846, 690, 903]
body-paragraph: অনুষ্ঠানে শহীদদের আত্মার মাগফিরাত কামনায় বিশেষ দোয়া মাহফিলের আয়োজন করা হবে। এ ছাড়া ‘জুলাই শহীদ স্মৃতি’ প্রদর্শনী ও ‘ড্রোন শো’ দর্শকদের জন্য উন্মুক্ত থাকবে। সন্ধ্যায় মশাল মিছিল ও প্রদীপ প্রজ্বালনের মধ্য দিয়ে দিনের কর্মসূচি শেষ হবে।: [694, 307, 1012, 364]
column-2: [360, 104, 690, 2104]
body-paragraph: রাজনৈতিক বিশ্লেষকরা মনে করেন, আগামী নির্বাচনের আগে এমন ঘটনা দলের জন্য বড় চ্যালেঞ্জ। এ ধরনের ঘটনা রোধে সাংগঠনিক শৃঙ্খলা জোরদার করা জরুরি। তারা বলেন, গণতান্ত্রিক রাজনীতির জন্য সহিংসতামুক্ত পরিবেশ অপরিহার্য এবং সব দলকে দায়িত্বশীল আচরণ করতে হবে।: [360, 166, 690, 224]
body-paragraph: তারেক রহমান বলেন, যারা মনে করে বিএনপিকে এত সহজে তুড়ি মেরে উড়িয়ে দেওয়া যাবে, তারা বোকার স্বর্গে বাস করছে। বিএনপি কোনো অন্যায়কে প্রশ্রয় দেয় না। দেশের গণতন্ত্র পুনরুদ্ধারের সংগ্রামে বিএনপির নেতাকর্মীরা দীর্ঘ সময় ধরে জেল, জুলুম ও নির্যাতন সহ্য করেছে।: [40, 1125, 356, 1183]
continued-label: (প্রথম পৃষ্ঠার পর): [1137, 694, 1215, 708]
body-paragraph: থেকে শুরু করে সাধারণ মানুষের মধ্যে ব্যাপক সমালোচনা চলছে। দলের অপেক্ষা রাখে না, এমন নেতাকর্মীর অপকর্মের দায় বিএনপির উপর এসে পড়ছে। বিএনপির কর্মীরা বলছেন, দলের শীর্ষ নেতৃত্ব এ বিষয়ে কঠোর অবস্থান নিয়েছে এবং অভিযুক্তদের বহিষ্কার করা হয়েছে।: [360, 105, 690, 162]
article-headline: ‘অল্পের জন্য বেঁচে যান’ ইরানি: [1049, 665, 1303, 691]
brand-name: খবরপত্র: [1162, 62, 1276, 102]
article-headline: ইনস্টাগ্রামে প্রেম, ত্রিপুরায় গ্রেপ্তার বাংলাদেশি নারী: [1055, 1026, 1297, 1070]
body-paragraph: চারদলীয় জোটের বাইরে থাকা কয়েকটি দলও এ বিষয়ে মতামত দিয়েছে। বিএনপি, জামায়াতে ইসলামী এবং জাতীয় নাগরিক পার্টিসহ বিভিন্ন দলের প্রতিনিধিরা আলোচনায় অংশ নেন। অধিকাংশ দল নির্দলীয় নিরপেক্ষ তত্ত্বাবধায়ক সরকারের অধীনে নির্বাচন আয়োজনের পক্ষে মত দিয়েছে।: [360, 784, 690, 842]
page-number: ৭: [1307, 64, 1330, 104]
